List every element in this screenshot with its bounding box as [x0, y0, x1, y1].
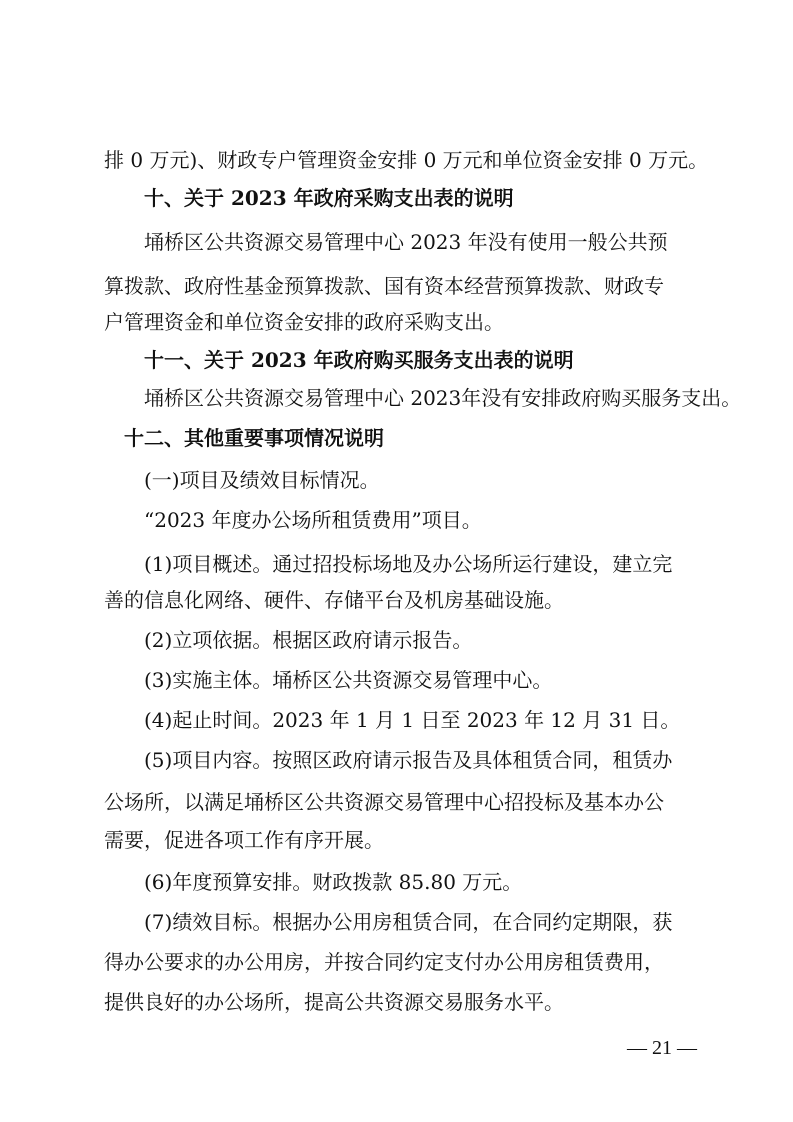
paragraph-line: 埇桥区公共资源交易管理中心 2023年没有安排政府购买服务支出。 — [144, 386, 742, 410]
paragraph-line: (2)立项依据。根据区政府请示报告。 — [144, 628, 473, 652]
paragraph-line: 户管理资金和单位资金安排的政府采购支出。 — [104, 310, 504, 334]
section-heading-11: 十一、关于 2023 年政府购买服务支出表的说明 — [144, 348, 574, 372]
paragraph-line: (7)绩效目标。根据办公用房租赁合同，在合同约定期限，获 — [144, 910, 673, 934]
paragraph-line: 善的信息化网络、硬件、存储平台及机房基础设施。 — [104, 588, 564, 612]
section-heading-12: 十二、其他重要事项情况说明 — [124, 426, 384, 450]
section-heading-10: 十、关于 2023 年政府采购支出表的说明 — [144, 186, 514, 210]
paragraph-line: 埇桥区公共资源交易管理中心 2023 年没有使用一般公共预 — [144, 230, 668, 254]
paragraph-line: 公场所，以满足埇桥区公共资源交易管理中心招投标及基本办公 — [104, 790, 664, 814]
paragraph-line: 提供良好的办公场所，提高公共资源交易服务水平。 — [104, 990, 564, 1014]
paragraph-line: (3)实施主体。埇桥区公共资源交易管理中心。 — [144, 668, 553, 692]
paragraph-line: 排 0 万元)、财政专户管理资金安排 0 万元和单位资金安排 0 万元。 — [104, 148, 709, 172]
paragraph-line: 需要，促进各项工作有序开展。 — [104, 828, 384, 852]
paragraph-line: (6)年度预算安排。财政拨款 85.80 万元。 — [144, 870, 523, 894]
paragraph-line: (一)项目及绩效目标情况。 — [144, 468, 380, 492]
paragraph-line: (1)项目概述。通过招投标场地及办公场所运行建设，建立完 — [144, 552, 673, 576]
paragraph-line: (5)项目内容。按照区政府请示报告及具体租赁合同，租赁办 — [144, 748, 673, 772]
paragraph-line: 算拨款、政府性基金预算拨款、国有资本经营预算拨款、财政专 — [104, 274, 664, 298]
paragraph-line: “2023 年度办公场所租赁费用”项目。 — [144, 508, 482, 532]
paragraph-line: 得办公要求的办公用房，并按合同约定支付办公用房租赁费用， — [104, 950, 664, 974]
paragraph-line: (4)起止时间。2023 年 1 月 1 日至 2023 年 12 月 31 日。 — [144, 708, 681, 732]
page-number: — 21 — — [627, 1037, 697, 1059]
